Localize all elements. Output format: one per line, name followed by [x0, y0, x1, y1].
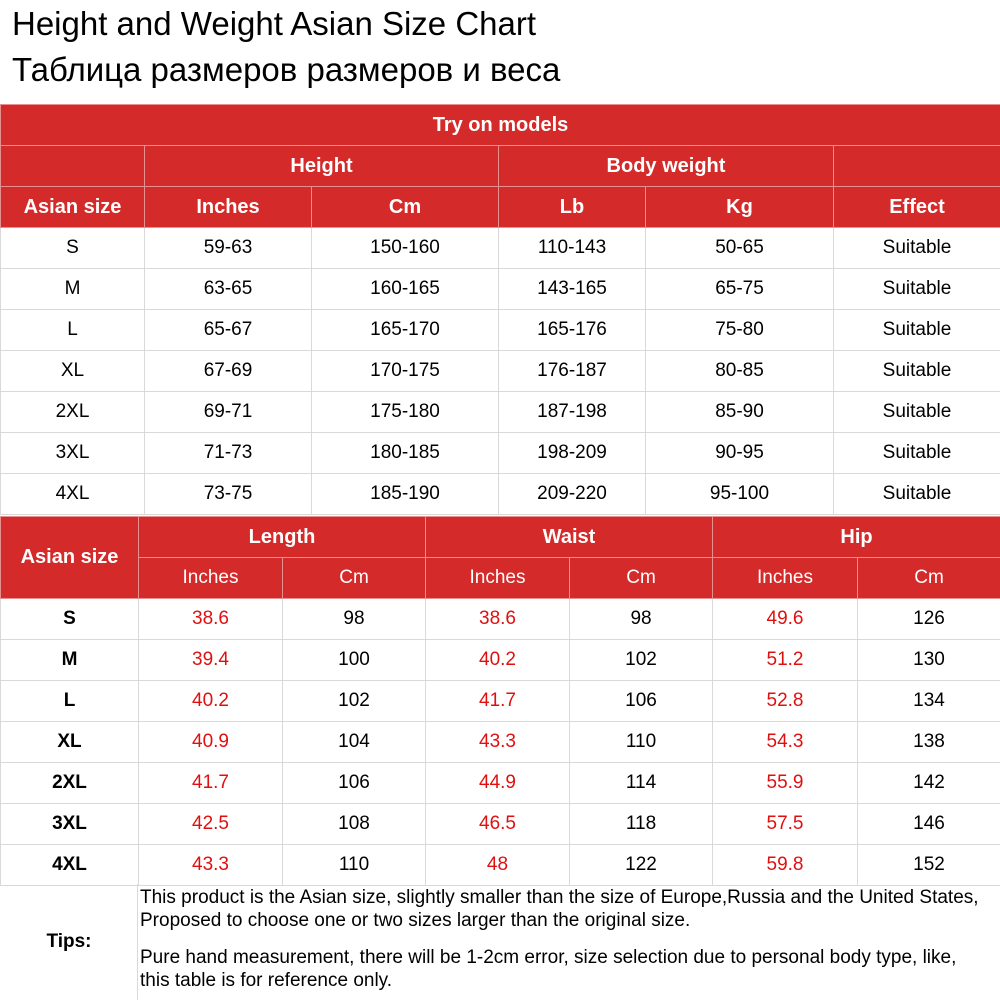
tips-divider	[137, 884, 138, 1000]
table-cell: 185-190	[312, 474, 499, 515]
cm-cell: 130	[858, 640, 1000, 681]
table-cell: 209-220	[499, 474, 646, 515]
cm-cell: 122	[570, 845, 713, 886]
table-cell: 180-185	[312, 433, 499, 474]
inches-cell: 52.8	[713, 681, 858, 722]
body-weight-group-header: Body weight	[499, 146, 834, 187]
cm-cell: 98	[570, 599, 713, 640]
cm-cell: 106	[283, 763, 426, 804]
table-cell: 165-170	[312, 310, 499, 351]
column-header: Cm	[312, 187, 499, 228]
unit-header: Cm	[858, 558, 1000, 599]
table-row	[1, 392, 1000, 433]
inches-cell: 40.9	[139, 722, 283, 763]
cm-cell: 98	[283, 599, 426, 640]
table-cell: 175-180	[312, 392, 499, 433]
table-row	[1, 804, 1000, 845]
table-cell: 170-175	[312, 351, 499, 392]
inches-cell: 40.2	[139, 681, 283, 722]
inches-cell: 43.3	[426, 722, 570, 763]
waist-group-header: Waist	[426, 517, 713, 558]
cm-cell: 118	[570, 804, 713, 845]
table-cell: 90-95	[646, 433, 834, 474]
tip-line: Pure hand measurement, there will be 1-2cm error, size selection due to personal body type, like, this table is for reference only.	[140, 946, 980, 992]
size-cell: XL	[1, 722, 139, 763]
table-row	[1, 722, 1000, 763]
size-cell: L	[1, 681, 139, 722]
size-cell: 2XL	[1, 392, 145, 433]
size-cell: M	[1, 269, 145, 310]
table-row	[1, 845, 1000, 886]
inches-cell: 48	[426, 845, 570, 886]
cm-cell: 102	[570, 640, 713, 681]
empty-header-cell	[834, 146, 1000, 187]
cm-cell: 100	[283, 640, 426, 681]
column-header: Asian size	[1, 187, 145, 228]
table-cell: 75-80	[646, 310, 834, 351]
page-title: Height and Weight Asian Size Chart	[12, 4, 536, 44]
inches-cell: 44.9	[426, 763, 570, 804]
inches-cell: 57.5	[713, 804, 858, 845]
table-row	[1, 681, 1000, 722]
size-cell: S	[1, 599, 139, 640]
table-cell: 80-85	[646, 351, 834, 392]
measurements-table	[0, 516, 1000, 886]
cm-cell: 142	[858, 763, 1000, 804]
size-cell: 4XL	[1, 845, 139, 886]
table-cell: 176-187	[499, 351, 646, 392]
cm-cell: 134	[858, 681, 1000, 722]
inches-cell: 41.7	[426, 681, 570, 722]
cm-cell: 102	[283, 681, 426, 722]
table-cell: 73-75	[145, 474, 312, 515]
inches-cell: 38.6	[139, 599, 283, 640]
inches-cell: 39.4	[139, 640, 283, 681]
column-header: Inches	[145, 187, 312, 228]
inches-cell: 54.3	[713, 722, 858, 763]
table-cell: Suitable	[834, 392, 1000, 433]
empty-header-cell	[1, 146, 145, 187]
inches-cell: 59.8	[713, 845, 858, 886]
table-row	[1, 640, 1000, 681]
table-cell: 65-67	[145, 310, 312, 351]
column-header: Lb	[499, 187, 646, 228]
inches-cell: 38.6	[426, 599, 570, 640]
tip-line: This product is the Asian size, slightly smaller than the size of Europe,Russia and the United States, Proposed to choose one or two sizes larger than the original size.	[140, 886, 980, 932]
table-cell: 59-63	[145, 228, 312, 269]
inches-cell: 49.6	[713, 599, 858, 640]
table-cell: 67-69	[145, 351, 312, 392]
inches-cell: 55.9	[713, 763, 858, 804]
size-cell: 2XL	[1, 763, 139, 804]
column-header: Kg	[646, 187, 834, 228]
length-group-header: Length	[139, 517, 426, 558]
size-cell: 4XL	[1, 474, 145, 515]
inches-cell: 51.2	[713, 640, 858, 681]
tips-text	[140, 886, 980, 1006]
cm-cell: 126	[858, 599, 1000, 640]
tips-section	[0, 884, 1000, 1000]
inches-cell: 46.5	[426, 804, 570, 845]
table-cell: 71-73	[145, 433, 312, 474]
inches-cell: 40.2	[426, 640, 570, 681]
table-row	[1, 310, 1000, 351]
asian-size-header: Asian size	[1, 517, 139, 599]
inches-cell: 43.3	[139, 845, 283, 886]
table-row	[1, 433, 1000, 474]
unit-header: Cm	[283, 558, 426, 599]
cm-cell: 110	[283, 845, 426, 886]
size-cell: XL	[1, 351, 145, 392]
unit-header: Inches	[713, 558, 858, 599]
unit-header: Inches	[139, 558, 283, 599]
size-cell: M	[1, 640, 139, 681]
column-header: Effect	[834, 187, 1000, 228]
page-subtitle: Таблица размеров размеров и веса	[12, 50, 560, 90]
tips-label: Tips:	[0, 884, 138, 1000]
cm-cell: 104	[283, 722, 426, 763]
unit-header: Inches	[426, 558, 570, 599]
inches-cell: 41.7	[139, 763, 283, 804]
table-cell: 165-176	[499, 310, 646, 351]
table-cell: 198-209	[499, 433, 646, 474]
cm-cell: 106	[570, 681, 713, 722]
table-cell: 187-198	[499, 392, 646, 433]
inches-cell: 42.5	[139, 804, 283, 845]
cm-cell: 114	[570, 763, 713, 804]
try-on-models-table	[0, 104, 1000, 515]
table-cell: Suitable	[834, 228, 1000, 269]
unit-header: Cm	[570, 558, 713, 599]
table-cell: Suitable	[834, 351, 1000, 392]
table-cell: 50-65	[646, 228, 834, 269]
table-cell: 110-143	[499, 228, 646, 269]
table-cell: 63-65	[145, 269, 312, 310]
table-cell: 150-160	[312, 228, 499, 269]
table-cell: 65-75	[646, 269, 834, 310]
table-row	[1, 351, 1000, 392]
cm-cell: 138	[858, 722, 1000, 763]
table-cell: 69-71	[145, 392, 312, 433]
table-cell: 85-90	[646, 392, 834, 433]
height-group-header: Height	[145, 146, 499, 187]
table-row	[1, 269, 1000, 310]
size-cell: L	[1, 310, 145, 351]
hip-group-header: Hip	[713, 517, 1000, 558]
size-cell: S	[1, 228, 145, 269]
table-cell: Suitable	[834, 310, 1000, 351]
cm-cell: 146	[858, 804, 1000, 845]
size-cell: 3XL	[1, 433, 145, 474]
table-row	[1, 763, 1000, 804]
table-row	[1, 474, 1000, 515]
table-cell: 160-165	[312, 269, 499, 310]
cm-cell: 110	[570, 722, 713, 763]
table-cell: 143-165	[499, 269, 646, 310]
table-cell: Suitable	[834, 474, 1000, 515]
table-banner: Try on models	[1, 105, 1000, 146]
cm-cell: 108	[283, 804, 426, 845]
table-cell: 95-100	[646, 474, 834, 515]
table-row	[1, 599, 1000, 640]
table-cell: Suitable	[834, 269, 1000, 310]
size-cell: 3XL	[1, 804, 139, 845]
cm-cell: 152	[858, 845, 1000, 886]
table-cell: Suitable	[834, 433, 1000, 474]
table-row	[1, 228, 1000, 269]
